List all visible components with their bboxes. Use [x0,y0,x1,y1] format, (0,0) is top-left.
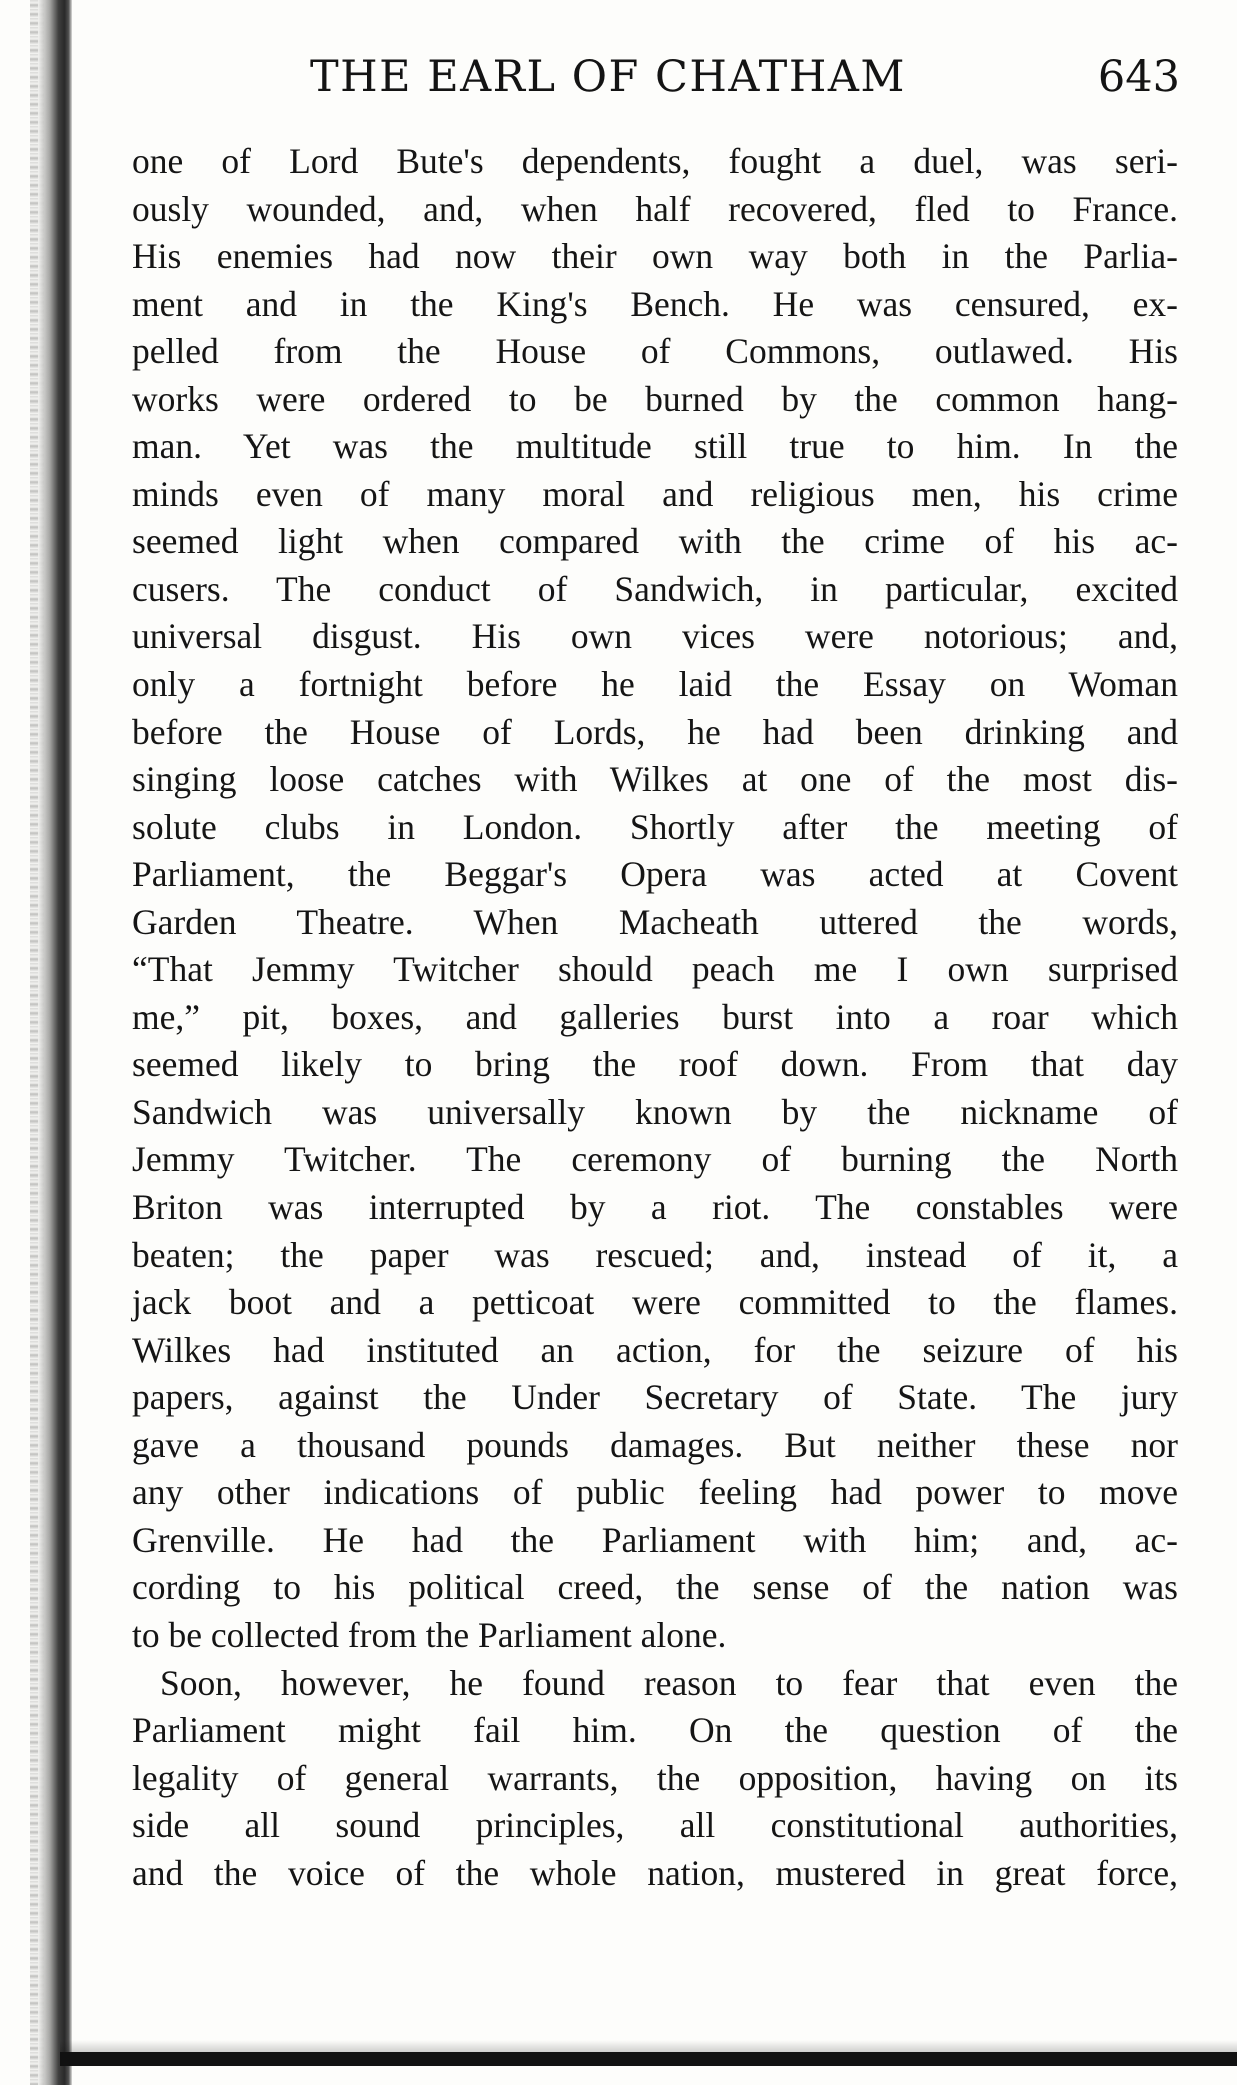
text-line: Soon, however, he found reason to fear that even the [160,1662,1178,1703]
text-line: jack boot and a petticoat were committed to the flames. [132,1282,1178,1323]
text-line: “That Jemmy Twitcher should peach me I own surprised [132,949,1178,990]
text-line: me,” pit, boxes, and galleries burst into a roar which [132,996,1178,1037]
text-line: solute clubs in London. Shortly after the meeting of [132,806,1178,847]
text-line: Briton was interrupted by a riot. The constables were [132,1187,1178,1228]
text-line: side all sound principles, all constitutional authorities, [132,1805,1178,1846]
page-bottom-edge [60,2052,1237,2066]
text-line: gave a thousand pounds damages. But neither these nor [132,1424,1178,1465]
running-title: THE EARL OF CHATHAM [310,52,906,102]
text-line: Sandwich was universally known by the nickname of [132,1091,1178,1132]
text-line: any other indications of public feeling had power to move [132,1472,1178,1513]
body-text [132,138,1178,1897]
page-number: 643 [1097,52,1180,102]
text-line: Parliament, the Beggar's Opera was acted at Covent [132,854,1178,895]
text-line: works were ordered to be burned by the common hang- [132,378,1178,419]
text-line: beaten; the paper was rescued; and, instead of it, a [132,1234,1178,1275]
text-line: papers, against the Under Secretary of State. The jury [132,1377,1178,1418]
text-line: seemed likely to bring the roof down. From that day [132,1044,1178,1085]
text-line: Jemmy Twitcher. The ceremony of burning the North [132,1139,1178,1180]
text-line: His enemies had now their own way both in the Parlia- [132,236,1178,277]
text-line: cording to his political creed, the sense of the nation was [132,1567,1178,1608]
text-line: cusers. The conduct of Sandwich, in particular, excited [132,568,1178,609]
text-line: man. Yet was the multitude still true to him. In the [132,426,1178,467]
text-line: seemed light when compared with the crime of his ac- [132,521,1178,562]
text-line: to be collected from the Parliament alone. [132,1614,727,1655]
text-line: before the House of Lords, he had been drinking and [132,711,1178,752]
text-line: ment and in the King's Bench. He was censured, ex- [132,283,1178,324]
text-line: Parliament might fail him. On the question of the [132,1710,1178,1751]
text-line: singing loose catches with Wilkes at one of the most dis- [132,759,1178,800]
text-line: ously wounded, and, when half recovered, fled to France. [132,188,1178,229]
page-bottom-shadow [60,2040,1237,2052]
text-line: pelled from the House of Commons, outlawed. His [132,331,1178,372]
text-line: Garden Theatre. When Macheath uttered the words, [132,901,1178,942]
text-line: minds even of many moral and religious men, his crime [132,473,1178,514]
text-line: one of Lord Bute's dependents, fought a duel, was seri- [132,141,1178,181]
book-binding-edge [38,0,72,2085]
text-line: Grenville. He had the Parliament with him; and, ac- [132,1519,1178,1560]
text-line: legality of general warrants, the opposition, having on its [132,1757,1178,1798]
text-line: only a fortnight before he laid the Essay on Woman [132,664,1178,705]
text-line: Wilkes had instituted an action, for the seizure of his [132,1329,1178,1370]
text-line: universal disgust. His own vices were notorious; and, [132,616,1178,657]
text-line: and the voice of the whole nation, mustered in great force, [132,1852,1178,1893]
running-header [130,52,1180,112]
